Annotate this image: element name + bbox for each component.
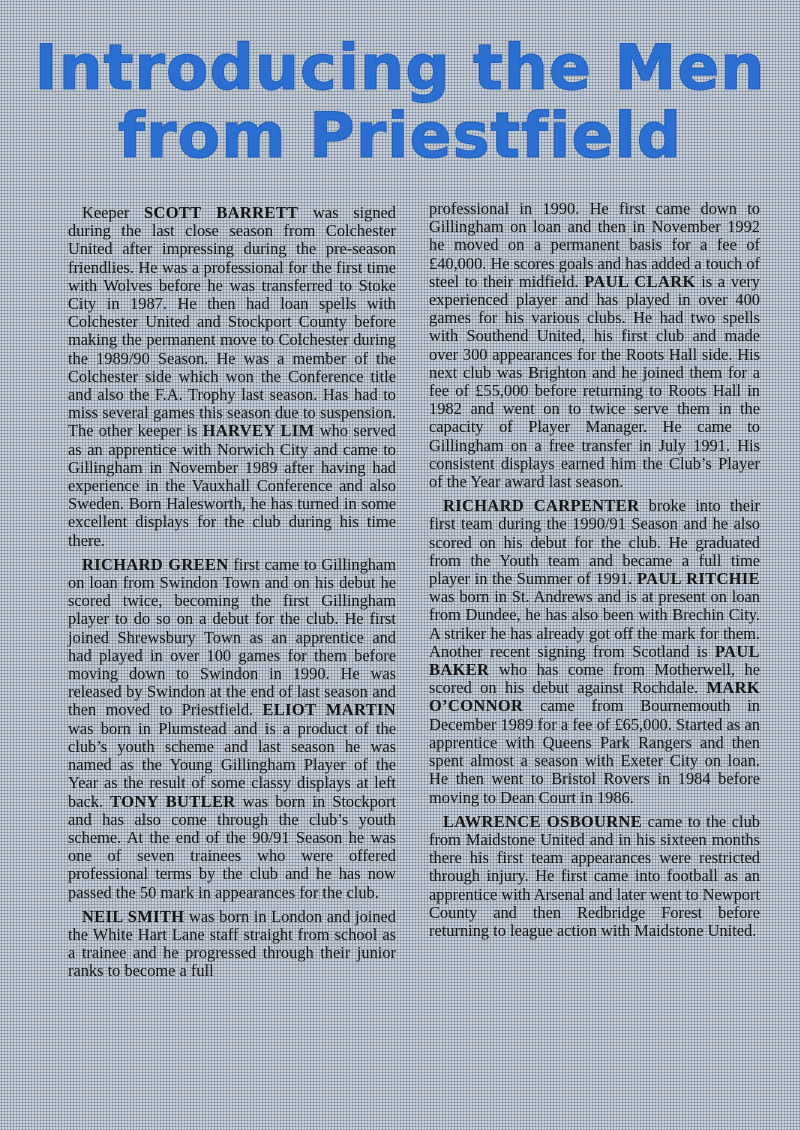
paragraph-smith-clark xyxy=(429,200,760,491)
body-text: was born in London and joined the White Hart Lane staff straight from school as a trainee and he progressed through their junior ranks to become a full xyxy=(68,906,396,981)
player-name: TONY BUTLER xyxy=(110,791,236,811)
paragraph-keepers xyxy=(68,204,396,550)
body-text: is a very experienced player and has played in over 400 games for his various clubs. He had two spells with Southend United, his first club and made over 300 appearances for the Roots Hall side. His next club was Brighton and he joined them for a fee of £55,000 before returning to Roots Hall in 1982 and went on to twice serve them in the capacity of Player Manager. He came to Gillingham on a free transfer in July 1991. His consistent displays earned him the Club’s Player of the Year award last season. xyxy=(429,271,761,492)
title-line-2: from Priestfield xyxy=(117,99,683,172)
paragraph-osbourne xyxy=(429,813,760,940)
body-text: came from Bournemouth in December 1989 for a fee of £65,000. Started as an apprentice with Queens Park Rangers and then spent almost a season with Exeter City on loan. He then went to Bristol Rovers in 1984 before moving to Dean Court in 1986. xyxy=(429,696,760,807)
paragraph-smith xyxy=(68,908,396,981)
body-text: was signed during the last close season from Colchester United after impressing during the pre-season friendlies. He was a professional for the first time with Wolves before he was transferred to Stoke City in 1987. He then had loan spells with Colchester United and Stockport County before making the permanent move to Colchester during the 1989/90 Season. He was a member of the Colchester side which won the Conference title and also the F.A. Trophy last season. Has had to miss several games this season due to suspension. The other keeper is xyxy=(68,203,396,441)
body-text: who served as an apprentice with Norwich City and came to Gillingham in November 1989 after having had experience in the Vauxhall Conference and also Sweden. Born Halesworth, he has turned in some excellent displays for the club during his time there. xyxy=(68,421,396,550)
player-name: MARK O’CONNOR xyxy=(429,678,760,716)
paragraph-carpenter-ritchie-baker-oconnor xyxy=(429,497,760,806)
player-name: SCOTT BARRETT xyxy=(143,203,299,222)
body-text: was born in St. Andrews and is at present on loan from Dundee, he has also been with Brechin City. A striker he has already got off the mark for them. Another recent signing from Scotland is xyxy=(429,587,760,661)
player-name: HARVEY LIM xyxy=(202,421,315,441)
player-name: NEIL SMITH xyxy=(82,906,185,926)
body-text: was born in Plumstead and is a product of the club’s youth scheme and last season he was named as the Young Gillingham Player of the Year as the result of some classy displays at left back. xyxy=(68,718,396,811)
title-line-1: Introducing the Men xyxy=(34,31,766,104)
body-text: first came to Gillingham on loan from Swindon Town and on his debut he scored twice, becoming the first Gillingham player to do so on a debut for the club. He first joined Shrewsbury Town as an apprentice and had played in over 100 games for them before moving down to Swindon in 1990. He was released by Swindon at the end of last season and then moved to Priestfield. xyxy=(68,554,396,720)
article-title xyxy=(20,31,780,172)
left-column xyxy=(68,204,396,987)
right-column xyxy=(429,200,760,946)
body-text: professional in 1990. He first came down to Gillingham on loan and then in November 1992 he moved on a permanent basis for a fee of £40,000. He scores goals and has added a touch of steel to their midfield. xyxy=(429,199,760,291)
body-text: who has come from Motherwell, he scored on his debut against Rochdale. xyxy=(429,660,760,698)
body-text: was born in Stockport and has also come through the club’s youth scheme. At the end of the 90/91 Season he was one of seven trainees who were offered professional terms by the club and he has now passed the 50 mark in appearances for the club. xyxy=(68,791,396,902)
player-name: LAWRENCE OSBOURNE xyxy=(443,811,643,831)
paragraph-green-martin-butler xyxy=(68,556,396,902)
player-name: PAUL BAKER xyxy=(429,641,760,680)
player-name: PAUL RITCHIE xyxy=(636,569,760,589)
player-name: RICHARD GREEN xyxy=(82,554,229,574)
body-text: came to the club from Maidstone United and in his sixteen months there his first team appearances were restricted through injury. He first came into football as an apprentice with Arsenal and later went to Newport County and then Redbridge Forest before returning to league action with Maidstone United. xyxy=(429,811,760,940)
body-text: Keeper xyxy=(82,203,144,222)
player-name: RICHARD CARPENTER xyxy=(443,496,640,516)
player-name: ELIOT MARTIN xyxy=(262,700,396,720)
body-text: broke into their first team during the 1990/91 Season and he also scored on his debut for the club. He graduated from the Youth team and became a full time player in the Summer of 1991. xyxy=(429,496,761,589)
player-name: PAUL CLARK xyxy=(584,271,696,291)
